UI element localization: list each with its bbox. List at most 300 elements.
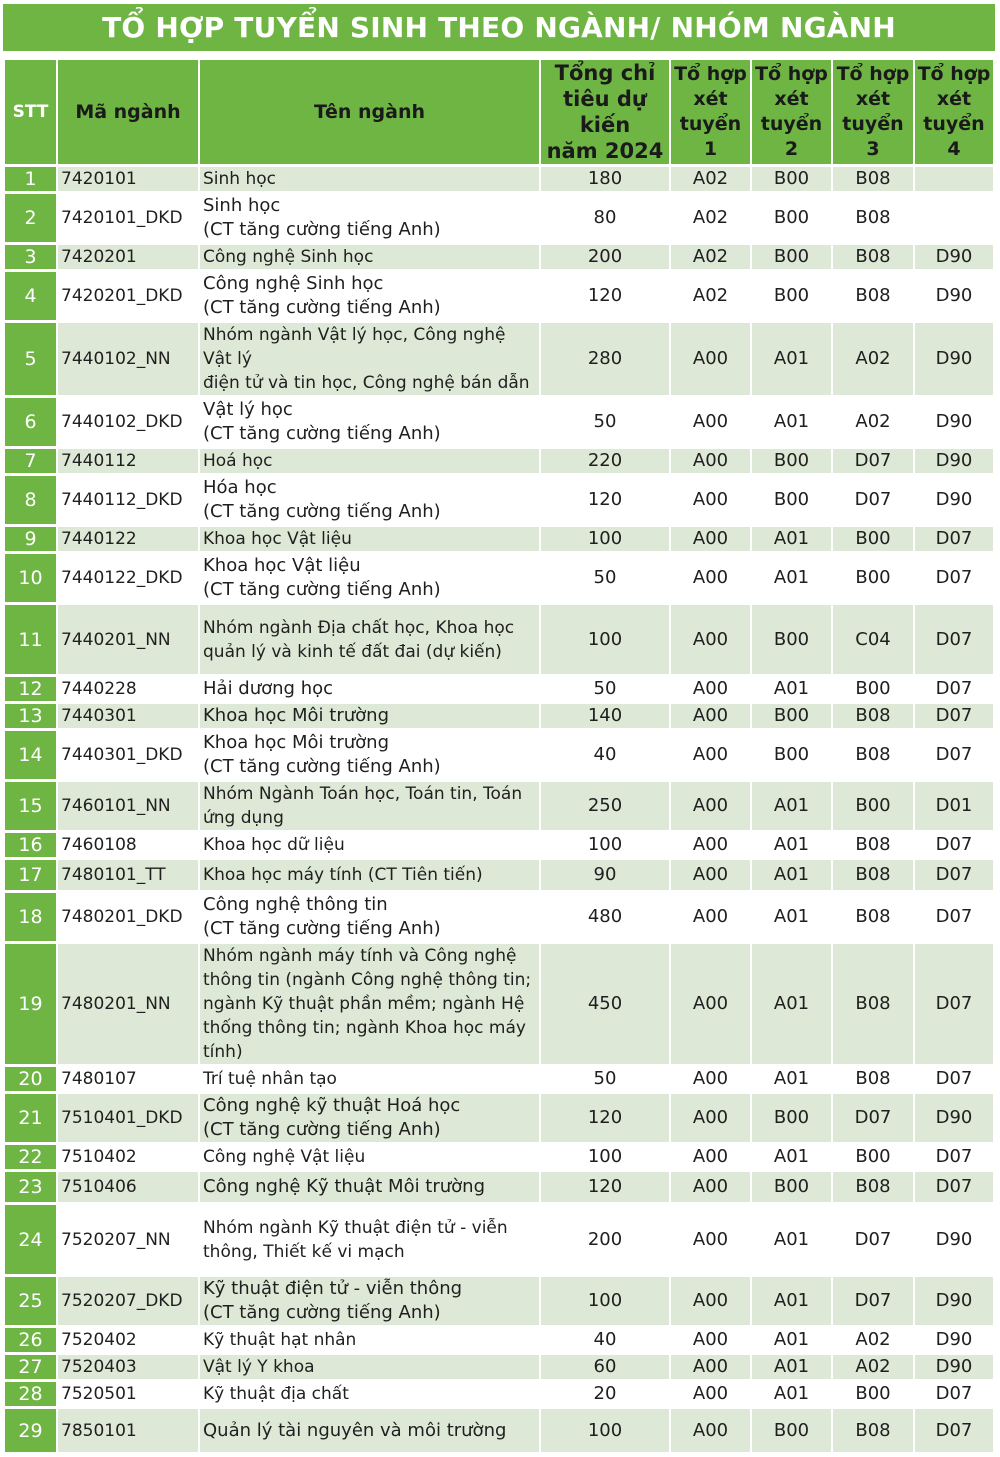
row-combo-1: A00 (692, 744, 729, 765)
row-combo-1: A00 (692, 489, 729, 510)
row-code: 7520207_DKD (58, 1277, 198, 1325)
row-combo-2: A01 (773, 906, 810, 927)
row-name-line: Hải dương học (203, 678, 334, 699)
header-combo-1-line2: xét (693, 88, 728, 110)
row-combo-1: A00 (671, 323, 750, 395)
row-combo-3: B08 (855, 1068, 891, 1089)
row-combo-2: B00 (773, 207, 810, 228)
row-stt: 4 (5, 272, 56, 320)
row-stt: 2 (5, 194, 56, 242)
row-combo-2: A01 (773, 411, 810, 432)
row-combo-3: D07 (854, 1228, 892, 1250)
row-name (200, 1277, 539, 1325)
table-row (5, 323, 993, 395)
row-name (200, 194, 539, 242)
row-combo-4: D07 (915, 704, 993, 728)
row-quota: 80 (593, 207, 617, 228)
header-combo-4-line1: Tổ hợp (917, 63, 991, 85)
table-row (5, 893, 993, 941)
header-combo-4-line2: xét (936, 88, 972, 110)
row-stt: 1 (5, 167, 56, 191)
table-row (5, 677, 993, 701)
row-quota: 180 (541, 167, 669, 191)
row-name-line: (CT tăng cường tiếng Anh) (203, 1302, 441, 1323)
row-name-line: Công nghệ Vật liệu (203, 1147, 366, 1167)
row-combo-1: A00 (692, 1329, 729, 1350)
row-quota: 100 (541, 1409, 669, 1452)
row-stt: 15 (5, 782, 56, 830)
row-combo-3: B00 (855, 567, 891, 588)
row-combo-4: D07 (935, 1068, 973, 1089)
row-name-line: Công nghệ Sinh học (203, 247, 374, 267)
table-row (5, 1205, 993, 1274)
row-name (200, 1145, 539, 1169)
row-combo-3: B08 (855, 207, 891, 228)
table-body (5, 167, 993, 1452)
row-stt: 14 (5, 731, 56, 779)
row-code: 7420101_DKD (61, 208, 183, 228)
row-combo-2: B00 (752, 1172, 831, 1202)
row-code: 7510406 (58, 1172, 198, 1202)
header-code: Mã ngành (58, 60, 198, 164)
row-quota: 90 (541, 860, 669, 890)
table-row (5, 167, 993, 191)
row-combo-4: D90 (915, 449, 993, 473)
row-combo-3: B08 (833, 1172, 913, 1202)
row-name-line: Khoa học dữ liệu (203, 835, 345, 855)
row-quota: 50 (593, 411, 617, 432)
row-stt: 9 (5, 527, 56, 551)
row-stt: 13 (5, 704, 56, 728)
row-name (200, 167, 539, 191)
row-combo-1: A00 (692, 906, 729, 927)
row-name-line: Quản lý tài nguyên và môi trường (203, 1419, 507, 1441)
row-combo-1: A00 (671, 1172, 750, 1202)
row-combo-2: A01 (773, 1068, 810, 1089)
row-combo-2: A01 (773, 567, 810, 588)
row-combo-3: D07 (833, 1094, 913, 1142)
table-row (5, 245, 993, 269)
row-combo-1: A00 (692, 1068, 729, 1089)
table-row (5, 704, 993, 728)
row-code: 7440122 (58, 527, 198, 551)
page-title: TỔ HỢP TUYỂN SINH THEO NGÀNH/ NHÓM NGÀNH (3, 4, 995, 51)
row-name-line: ngành Kỹ thuật phần mềm; ngành Hệ (203, 994, 525, 1014)
table-row (5, 194, 993, 242)
row-quota: 40 (593, 744, 617, 765)
row-combo-4: D90 (915, 1277, 993, 1325)
row-combo-2: A01 (752, 1355, 831, 1379)
row-combo-2: A01 (773, 678, 810, 699)
table-row (5, 449, 993, 473)
row-combo-4: D07 (935, 834, 973, 855)
row-combo-3: D07 (833, 1277, 913, 1325)
row-name-line: Công nghệ Kỹ thuật Môi trường (203, 1176, 486, 1197)
header-name: Tên ngành (200, 60, 539, 164)
row-name (200, 554, 539, 602)
row-combo-1: A02 (671, 245, 750, 269)
header-combo-4 (915, 60, 993, 164)
row-code: 7510401_DKD (58, 1094, 198, 1142)
row-code: 7420201 (58, 245, 198, 269)
row-code: 7440112 (58, 449, 198, 473)
row-name-line: Hóa học (203, 477, 277, 498)
row-combo-3: B00 (833, 527, 913, 551)
row-combo-1: A00 (671, 527, 750, 551)
row-code: 7440201_NN (58, 605, 198, 674)
row-name-line: quản lý và kinh tế đất đai (dự kiến) (203, 641, 502, 662)
row-name-line: Khoa học Môi trường (203, 732, 389, 753)
row-quota: 120 (587, 285, 623, 306)
row-quota: 100 (541, 605, 669, 674)
row-combo-1: A00 (671, 782, 750, 830)
row-stt: 28 (5, 1382, 56, 1406)
row-combo-2: A01 (773, 1329, 810, 1350)
row-quota: 220 (541, 449, 669, 473)
row-quota: 20 (593, 1383, 617, 1404)
row-name-line: Nhóm ngành Vật lý học, Công nghệ Vật lý (203, 325, 506, 369)
row-combo-2: A01 (752, 323, 831, 395)
row-combo-4: D90 (915, 1094, 993, 1142)
row-combo-3: B08 (833, 167, 913, 191)
table-row (5, 944, 993, 1064)
row-quota: 60 (541, 1355, 669, 1379)
row-combo-3: B00 (855, 678, 891, 699)
row-combo-2: B00 (752, 1094, 831, 1142)
row-code: 7480201_NN (58, 944, 198, 1064)
row-name-line: tính) (203, 1042, 243, 1062)
row-stt: 22 (5, 1145, 56, 1169)
header-combo-1 (671, 60, 750, 164)
header-quota-line1: Tổng chỉ (554, 61, 656, 85)
row-name (200, 893, 539, 941)
row-stt: 12 (5, 677, 56, 701)
row-combo-4: D07 (935, 567, 973, 588)
row-quota: 140 (541, 704, 669, 728)
row-code: 7420101 (58, 167, 198, 191)
header-stt: STT (5, 60, 56, 164)
row-code: 7480201_DKD (61, 907, 183, 927)
row-name (200, 449, 539, 473)
row-name-line: (CT tăng cường tiếng Anh) (203, 501, 441, 522)
row-combo-1: A00 (692, 567, 729, 588)
row-name-line: Công nghệ thông tin (203, 894, 388, 915)
header-combo-3-line1: Tổ hợp (836, 63, 910, 85)
row-code: 7440228 (61, 679, 137, 699)
row-combo-4: D90 (915, 245, 993, 269)
row-combo-4: D90 (935, 489, 973, 510)
row-combo-4 (915, 194, 993, 242)
row-name (200, 731, 539, 779)
row-stt: 26 (5, 1328, 56, 1352)
header-combo-2-line1: Tổ hợp (755, 63, 828, 85)
row-name (200, 860, 539, 890)
row-name-line: thống thông tin; ngành Khoa học máy (203, 1018, 526, 1038)
row-name (200, 398, 539, 446)
table-row (5, 1277, 993, 1325)
row-name (200, 1382, 539, 1406)
row-combo-2: B00 (752, 167, 831, 191)
header-quota-line3: năm 2024 (546, 139, 664, 163)
row-name-line: Khoa học Vật liệu (203, 529, 352, 549)
row-combo-3: D07 (854, 489, 892, 510)
row-name-line: Nhóm ngành máy tính và Công nghệ (203, 946, 517, 966)
row-combo-3: B08 (833, 860, 913, 890)
row-quota: 50 (593, 678, 617, 699)
row-stt: 11 (5, 605, 56, 674)
row-name (200, 833, 539, 857)
row-quota: 50 (593, 1068, 617, 1089)
row-combo-2: B00 (752, 704, 831, 728)
row-combo-1: A00 (671, 605, 750, 674)
row-combo-1: A00 (671, 1409, 750, 1452)
table-row (5, 833, 993, 857)
row-combo-3: C04 (833, 605, 913, 674)
row-name (200, 704, 539, 728)
header-combo-2-line3: tuyển 2 (760, 113, 823, 160)
row-stt: 20 (5, 1067, 56, 1091)
row-combo-4: D07 (935, 906, 973, 927)
header-combo-4-line3: tuyển 4 (923, 113, 985, 160)
row-code: 7520403 (58, 1355, 198, 1379)
table-row (5, 1328, 993, 1352)
row-combo-3: B08 (855, 834, 891, 855)
row-combo-1: A00 (671, 1355, 750, 1379)
row-combo-2: B00 (773, 744, 810, 765)
row-combo-4: D07 (935, 1146, 973, 1167)
row-combo-3: A02 (855, 1329, 891, 1350)
row-name (200, 1094, 539, 1142)
row-quota: 50 (593, 567, 617, 588)
row-combo-3: B00 (833, 782, 913, 830)
row-combo-1: A00 (692, 1146, 729, 1167)
row-name-line: điện tử và tin học, Công nghệ bán dẫn (203, 373, 530, 393)
row-code: 7520402 (61, 1330, 137, 1350)
row-code: 7520207_NN (61, 1229, 171, 1250)
row-quota: 450 (541, 944, 669, 1064)
row-name-line: Khoa học Vật liệu (203, 555, 361, 576)
row-name-line: Khoa học máy tính (CT Tiên tiến) (203, 865, 483, 885)
row-combo-3: B08 (855, 744, 891, 765)
table-row (5, 782, 993, 830)
row-combo-1: A00 (692, 1383, 729, 1404)
row-combo-4: D07 (935, 1383, 973, 1404)
row-name-line: Hoá học (203, 451, 273, 471)
row-name-line: (CT tăng cường tiếng Anh) (203, 1119, 441, 1140)
row-code: 7460108 (61, 835, 137, 855)
row-code: 7440112_DKD (61, 490, 183, 510)
row-name-line: (CT tăng cường tiếng Anh) (203, 219, 441, 240)
row-name (200, 1172, 539, 1202)
row-combo-3: B08 (855, 285, 891, 306)
table-row (5, 1094, 993, 1142)
admission-table (3, 57, 995, 1455)
table-row (5, 554, 993, 602)
row-combo-4: D90 (915, 323, 993, 395)
row-combo-2: B00 (773, 489, 810, 510)
row-combo-2: A01 (752, 527, 831, 551)
row-name (200, 323, 539, 395)
row-combo-2: A01 (773, 1228, 810, 1250)
row-combo-2: A01 (752, 1277, 831, 1325)
row-name-line: (CT tăng cường tiếng Anh) (203, 423, 441, 444)
row-combo-1: A00 (671, 944, 750, 1064)
header-quota-line2: tiêu dự kiến (563, 87, 647, 137)
row-combo-2: A01 (752, 944, 831, 1064)
row-combo-4: D90 (935, 1228, 973, 1250)
row-name (200, 677, 539, 701)
row-combo-1: A00 (671, 704, 750, 728)
row-quota: 100 (541, 1277, 669, 1325)
header-combo-1-line1: Tổ hợp (674, 63, 747, 85)
row-combo-1: A02 (671, 167, 750, 191)
table-row (5, 398, 993, 446)
row-name (200, 1067, 539, 1091)
row-name-line: (CT tăng cường tiếng Anh) (203, 756, 441, 777)
row-stt: 10 (5, 554, 56, 602)
row-name-line: Trí tuệ nhân tạo (203, 1069, 337, 1089)
row-combo-4: D90 (935, 411, 973, 432)
row-name-line: thông, Thiết kế vi mạch (203, 1241, 405, 1262)
row-name-line: Nhóm ngành Địa chất học, Khoa học (203, 617, 515, 638)
row-code: 7440102_NN (58, 323, 198, 395)
row-name-line: (CT tăng cường tiếng Anh) (203, 297, 441, 318)
row-combo-4: D07 (935, 744, 973, 765)
header-combo-3-line2: xét (855, 88, 891, 110)
row-combo-1: A00 (671, 1094, 750, 1142)
table-row (5, 1067, 993, 1091)
row-quota: 280 (541, 323, 669, 395)
row-name-line: Kỹ thuật hạt nhân (203, 1330, 357, 1350)
row-combo-4 (915, 167, 993, 191)
row-name (200, 782, 539, 830)
row-stt: 29 (5, 1409, 56, 1452)
row-name (200, 476, 539, 524)
table-row (5, 1355, 993, 1379)
row-quota: 100 (541, 527, 669, 551)
row-code: 7440122_DKD (61, 568, 183, 588)
row-stt: 19 (5, 944, 56, 1064)
row-code: 7440102_DKD (61, 412, 183, 432)
table-row (5, 527, 993, 551)
row-combo-2: A01 (752, 860, 831, 890)
row-name (200, 944, 539, 1064)
row-combo-1: A02 (692, 207, 729, 228)
row-name (200, 245, 539, 269)
row-name-line: thông tin (ngành Công nghệ thông tin; (203, 970, 532, 990)
row-name-line: Kỹ thuật điện tử - viễn thông (203, 1278, 463, 1299)
row-combo-3: A02 (833, 323, 913, 395)
row-combo-4: D90 (935, 285, 973, 306)
row-combo-2: B00 (773, 285, 810, 306)
row-code: 7460101_NN (58, 782, 198, 830)
row-combo-4: D07 (915, 944, 993, 1064)
row-quota: 480 (587, 906, 623, 927)
row-name-line: Nhóm Ngành Toán học, Toán tin, Toán (203, 784, 523, 804)
header-combo-3 (833, 60, 913, 164)
table-row (5, 1172, 993, 1202)
row-combo-4: D90 (935, 1329, 973, 1350)
row-code: 7440301_DKD (61, 745, 183, 765)
row-code: 7520501 (61, 1384, 137, 1404)
row-name-line: Nhóm ngành Kỹ thuật điện tử - viễn (203, 1217, 508, 1238)
row-combo-4: D07 (915, 1172, 993, 1202)
row-name-line: (CT tăng cường tiếng Anh) (203, 579, 441, 600)
row-name-line: ứng dụng (203, 808, 284, 828)
row-name (200, 1328, 539, 1352)
row-quota: 100 (587, 1146, 623, 1167)
row-combo-2: B00 (752, 605, 831, 674)
row-code: 7850101 (58, 1409, 198, 1452)
row-combo-3: B08 (833, 704, 913, 728)
row-code: 7480101_TT (58, 860, 198, 890)
row-stt: 21 (5, 1094, 56, 1142)
row-combo-1: A00 (692, 678, 729, 699)
row-combo-1: A00 (671, 860, 750, 890)
row-combo-3: B08 (833, 944, 913, 1064)
row-stt: 24 (5, 1205, 56, 1274)
row-quota: 250 (541, 782, 669, 830)
row-quota: 120 (541, 1172, 669, 1202)
row-name-line: Khoa học Môi trường (203, 705, 389, 726)
row-combo-4: D07 (915, 1409, 993, 1452)
row-combo-4: D07 (935, 678, 973, 699)
table-row (5, 605, 993, 674)
row-name-line: Công nghệ kỹ thuật Hoá học (203, 1095, 461, 1116)
row-code: 7420201_DKD (61, 286, 183, 306)
header-combo-2-line2: xét (774, 88, 809, 110)
row-combo-3: D07 (833, 449, 913, 473)
row-combo-3: A02 (833, 1355, 913, 1379)
row-name (200, 1409, 539, 1452)
row-name-line: Kỹ thuật địa chất (203, 1384, 349, 1404)
header-combo-3-line3: tuyển 3 (842, 113, 904, 160)
row-combo-3: B00 (855, 1383, 891, 1404)
row-combo-2: A01 (773, 834, 810, 855)
row-combo-3: A02 (855, 411, 891, 432)
row-quota: 200 (541, 245, 669, 269)
row-name (200, 605, 539, 674)
row-combo-1: A02 (692, 285, 729, 306)
row-stt: 18 (5, 893, 56, 941)
table-row (5, 1145, 993, 1169)
header-quota (541, 60, 669, 164)
row-combo-2: B00 (752, 1409, 831, 1452)
row-name-line: Vật lý Y khoa (203, 1357, 315, 1377)
row-quota: 120 (541, 1094, 669, 1142)
row-combo-2: B00 (752, 449, 831, 473)
table-row (5, 731, 993, 779)
row-name (200, 1355, 539, 1379)
row-code: 7480107 (61, 1069, 137, 1089)
row-quota: 100 (587, 834, 623, 855)
row-stt: 5 (5, 323, 56, 395)
row-name-line: Vật lý học (203, 399, 293, 420)
row-name-line: Sinh học (203, 169, 276, 189)
row-quota: 40 (593, 1329, 617, 1350)
row-stt: 6 (5, 398, 56, 446)
table-row (5, 1409, 993, 1452)
row-combo-1: A00 (692, 1228, 729, 1250)
row-combo-4: D01 (915, 782, 993, 830)
row-combo-4: D90 (915, 1355, 993, 1379)
row-combo-4: D07 (915, 527, 993, 551)
row-stt: 7 (5, 449, 56, 473)
row-combo-3: B08 (833, 245, 913, 269)
row-combo-2: A01 (773, 1146, 810, 1167)
row-stt: 8 (5, 476, 56, 524)
header-combo-2 (752, 60, 831, 164)
